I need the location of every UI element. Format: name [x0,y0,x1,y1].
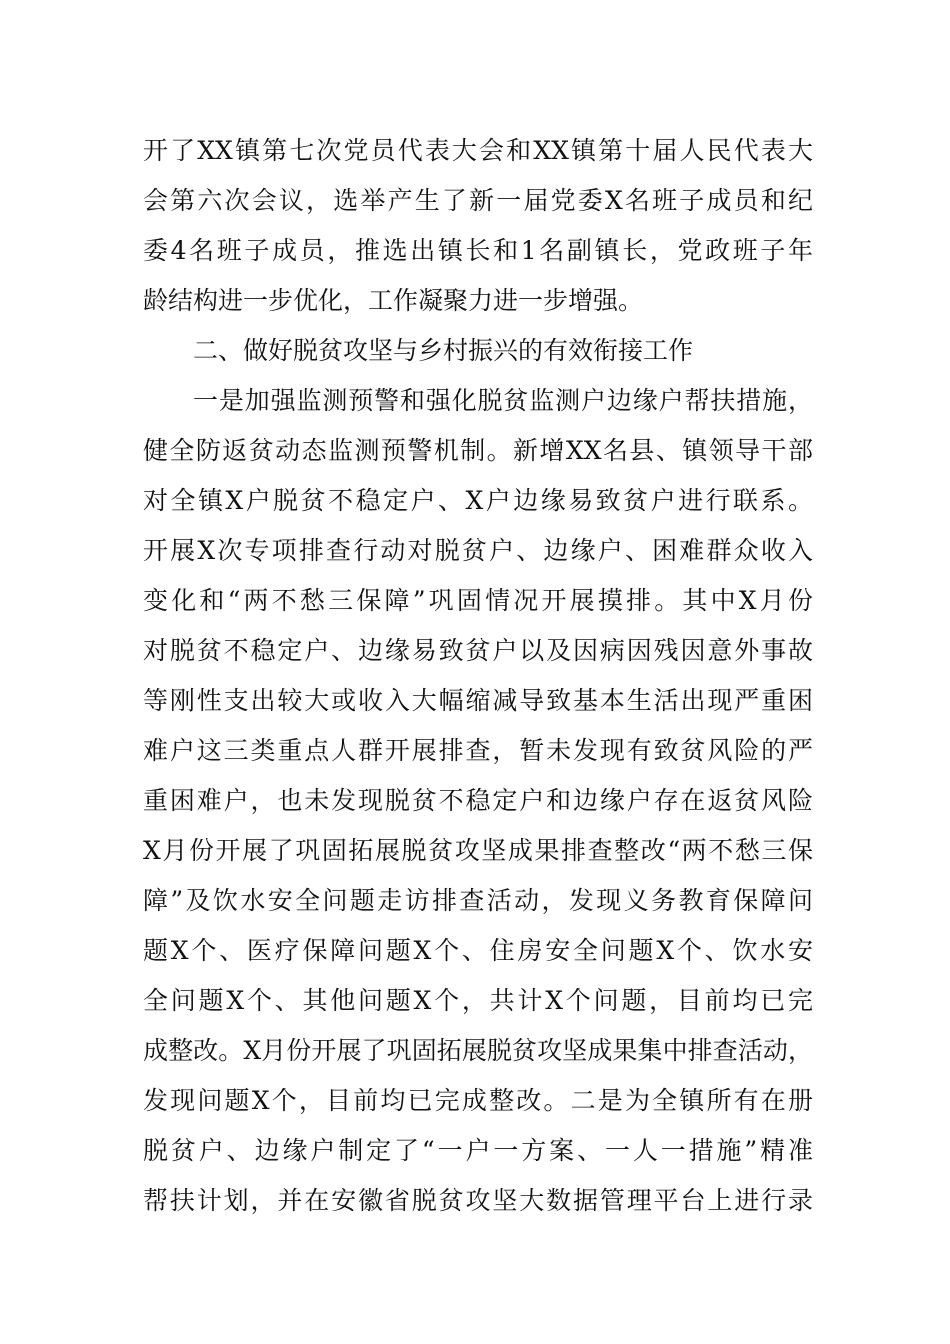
paragraph-line: 对全镇X户脱贫不稳定户、X户边缘易致贫户进行联系。 [143,486,813,515]
paragraph-line: 健全防返贫动态监测预警机制。新增XX名县、镇领导干部 [143,436,813,465]
paragraph-line: 一是加强监测预警和强化脱贫监测户边缘户帮扶措施， [193,386,813,415]
paragraph-line: 题X个、医疗保障问题X个、住房安全问题X个、饮水安 [143,936,813,965]
paragraph-line: 重困难户，也未发现脱贫不稳定户和边缘户存在返贫风险 [143,786,813,815]
paragraph-line: 开了XX镇第七次党员代表大会和XX镇第十届人民代表大 [143,136,813,165]
paragraph-line: 会第六次会议，选举产生了新一届党委X名班子成员和纪 [143,186,813,215]
paragraph-line: 变化和“两不愁三保障”巩固情况开展摸排。其中X月份 [143,586,813,615]
paragraph-line: 对脱贫不稳定户、边缘易致贫户以及因病因残因意外事故 [143,636,813,665]
paragraph-line: 全问题X个、其他问题X个，共计X个问题，目前均已完 [143,986,813,1015]
paragraph-line: 成整改。X月份开展了巩固拓展脱贫攻坚成果集中排查活动， [143,1036,813,1065]
paragraph-line: 障”及饮水安全问题走访排查活动，发现义务教育保障问 [143,886,813,915]
paragraph-line: 委4名班子成员，推选出镇长和1名副镇长，党政班子年 [143,236,813,265]
section-heading: 二、做好脱贫攻坚与乡村振兴的有效衔接工作 [193,336,694,365]
paragraph-line: 开展X次专项排查行动对脱贫户、边缘户、困难群众收入 [143,536,813,565]
paragraph-line: 发现问题X个，目前均已完成整改。二是为全镇所有在册 [143,1086,813,1115]
paragraph-line: 脱贫户、边缘户制定了“一户一方案、一人一措施”精准 [143,1136,813,1165]
paragraph-line: 龄结构进一步优化，工作凝聚力进一步增强。 [143,286,644,315]
paragraph-line: 等刚性支出较大或收入大幅缩减导致基本生活出现严重困 [143,686,813,715]
paragraph-line: X月份开展了巩固拓展脱贫攻坚成果排查整改“两不愁三保 [143,836,813,865]
paragraph-line: 帮扶计划，并在安徽省脱贫攻坚大数据管理平台上进行录 [143,1186,813,1215]
paragraph-line: 难户这三类重点人群开展排查，暂未发现有致贫风险的严 [143,736,813,765]
